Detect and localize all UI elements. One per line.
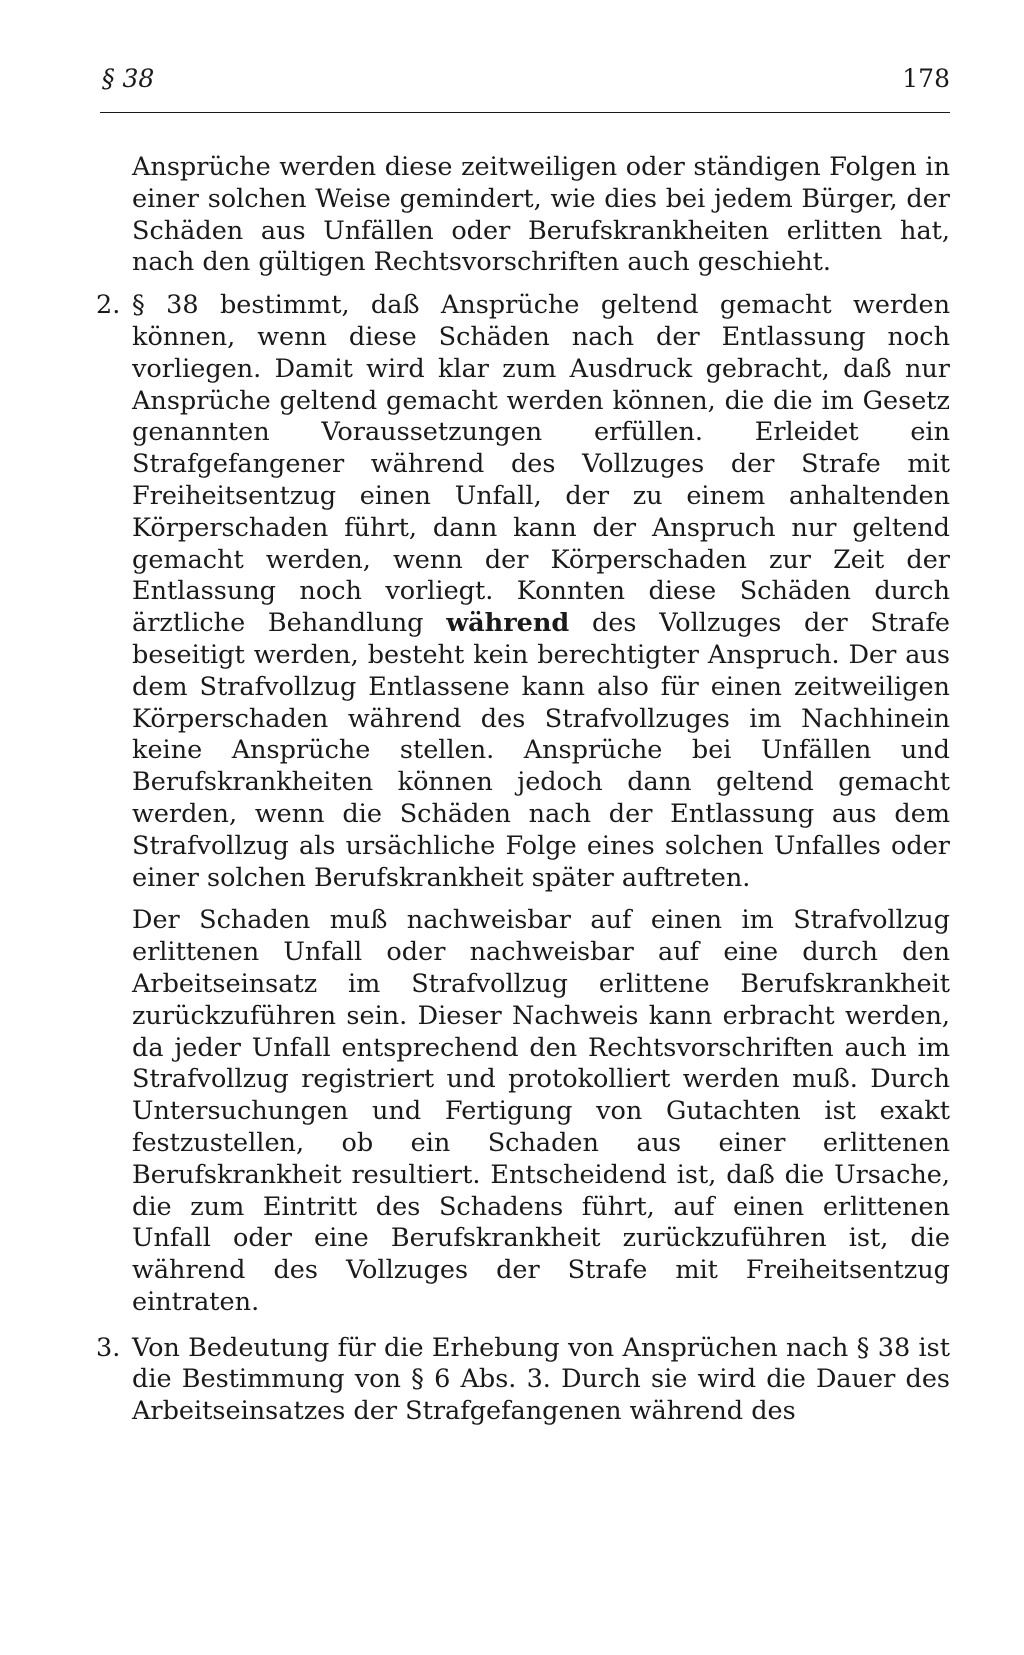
- paragraph-continuation: Ansprüche werden diese zeitweiligen oder ständigen Folgen in einer solchen Weise gemindert, wie dies bei jedem Bürger, der Schäden aus Unfällen oder Berufskrankheiten erlitten hat, nach den gültigen Rechtsvorschriften auch geschieht.: [132, 152, 950, 278]
- header-divider: [100, 112, 950, 113]
- item-2-text: [132, 290, 950, 894]
- item-3-text: Von Bedeutung für die Erhebung von Ansprüchen nach § 38 ist die Bestimmung von § 6 Abs. 3. Durch sie wird die Dauer des Arbeitseinsatzes der Strafgefangenen während des: [132, 1332, 950, 1427]
- numbered-item-2: [96, 290, 950, 894]
- emphasized-word: während: [446, 608, 570, 639]
- section-reference: § 38: [102, 64, 155, 93]
- page-number: 178: [902, 64, 950, 93]
- paragraph-spacer: [100, 279, 950, 290]
- page-header: [100, 64, 950, 104]
- item-number: 2.: [96, 290, 121, 321]
- paragraph-spacer: [100, 894, 950, 905]
- item-number: 3.: [96, 1332, 121, 1363]
- paragraph-spacer: [100, 1319, 950, 1333]
- paragraph-evidence: Der Schaden muß nachweisbar auf einen im Strafvollzug erlittenen Unfall oder nachweisbar auf eine durch den Arbeitseinsatz im Strafvollzug erlittene Berufskrankheit zurückzuführen sein. Dieser Nachweis kann erbracht werden, da jeder Unfall entsprechend den Rechtsvorschriften auch im Strafvollzug registriert und protokolliert werden muß. Durch Untersuchungen und Fertigung von Gutachten ist exakt festzustellen, ob ein Schaden aus einer erlittenen Berufskrankheit resultiert. Entscheidend ist, daß die Ursache, die zum Eintritt des Schadens führt, auf einen erlittenen Unfall oder eine Berufskrankheit zurückzuführen ist, die während des Vollzuges der Strafe mit Freiheitsentzug eintraten.: [132, 905, 950, 1317]
- item-2-text-part-a: § 38 bestimmt, daß Ansprüche geltend gemacht werden können, wenn diese Schäden nach der Entlassung noch vorliegen. Damit wird klar zum Ausdruck gebracht, daß nur Ansprüche geltend gemacht werden können, die die im Gesetz genannten Voraussetzungen erfüllen. Erleidet ein Strafgefangener während des Vollzuges der Strafe mit Freiheitsentzug einen Unfall, der zu einem anhaltenden Körperschaden führt, dann kann der Anspruch nur geltend gemacht werden, wenn der Körperschaden zur Zeit der Entlassung noch vorliegt. Konnten diese Schäden durch ärztliche Behandlung: [132, 290, 950, 639]
- body-text: [96, 152, 950, 1428]
- item-2-text-part-b: des Vollzuges der Strafe beseitigt werden, besteht kein berechtigter Anspruch. Der aus dem Strafvollzug Entlassene kann also für einen zeitweiligen Körperschaden während des Strafvollzuges im Nachhinein keine Ansprüche stellen. Ansprüche bei Unfällen und Berufskrankheiten können jedoch dann geltend gemacht werden, wenn die Schäden nach der Entlassung aus dem Strafvollzug als ursächliche Folge eines solchen Unfalles oder einer solchen Berufskrankheit später auftreten.: [132, 608, 950, 893]
- numbered-item-3: [96, 1332, 950, 1428]
